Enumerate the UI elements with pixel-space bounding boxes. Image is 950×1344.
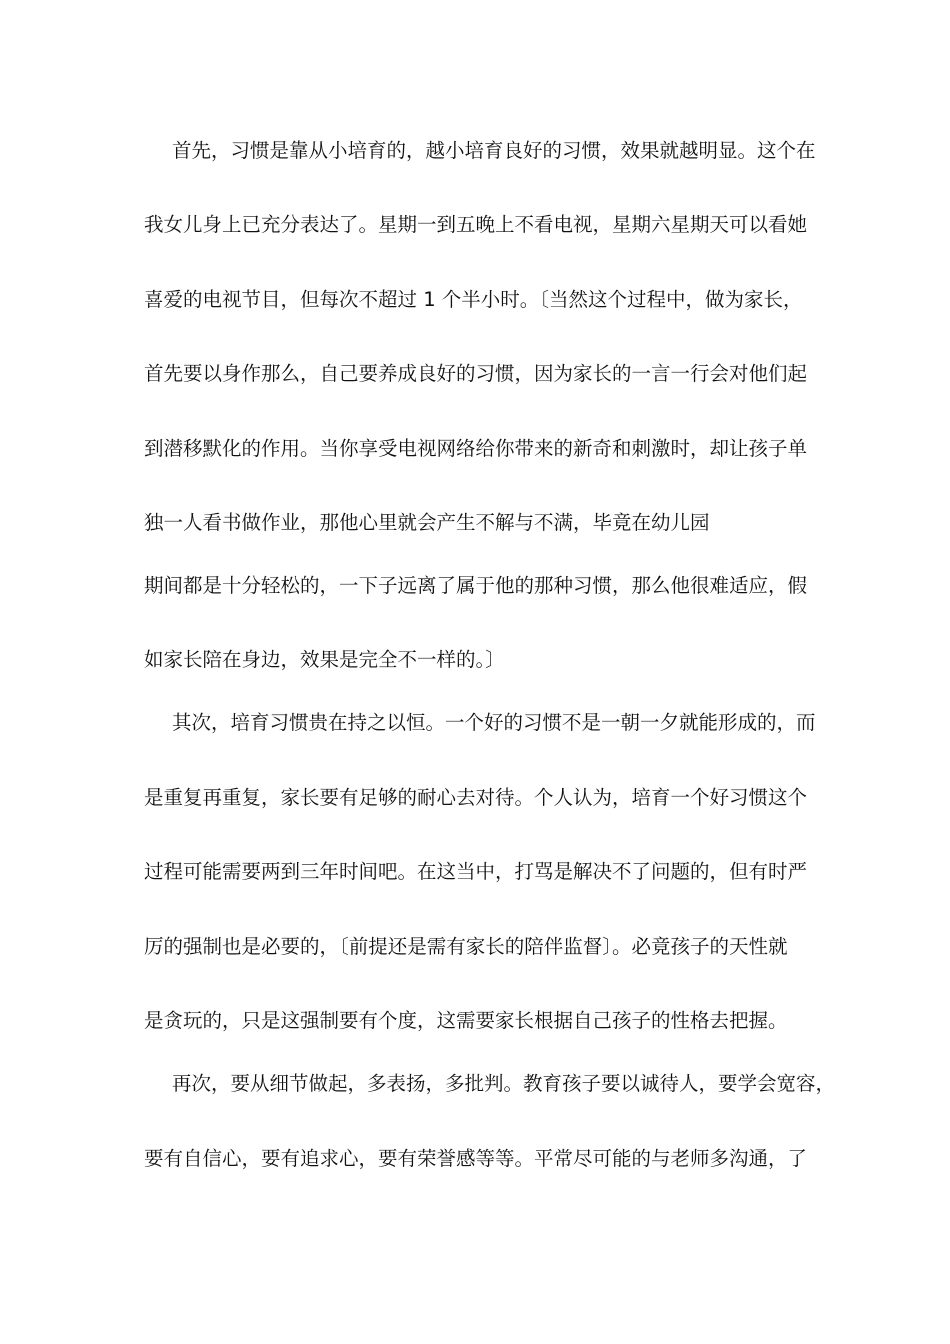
paragraph-1-line-1: 首先，习惯是靠从小培育的，越小培育良好的习惯，效果就越明显。这个在: [172, 139, 816, 162]
paragraph-3-line-2: 要有自信心，要有追求心，要有荣誉感等等。平常尽可能的与老师多沟通，了: [144, 1147, 808, 1170]
paragraph-2-line-2: 是重复再重复，家长要有足够的耐心去对待。个人认为，培育一个好习惯这个: [144, 786, 808, 809]
paragraph-1-line-5: 到潜移默化的作用。当你享受电视网络给你带来的新奇和刺激时，却让孩子单: [144, 437, 808, 460]
paragraph-1-line-2: 我女儿身上已充分表达了。星期一到五晚上不看电视，星期六星期天可以看她: [144, 213, 808, 236]
paragraph-3-line-1: 再次，要从细节做起，多表扬，多批判。教育孩子要以诚待人，要学会宽容，: [172, 1072, 836, 1095]
paragraph-2-line-1: 其次，培育习惯贵在持之以恒。一个好的习惯不是一朝一夕就能形成的，而: [172, 711, 816, 734]
paragraph-1-line-7: 期间都是十分轻松的，一下子远离了属于他的那种习惯，那么他很难适应，假: [144, 574, 808, 597]
paragraph-1-line-8: 如家长陪在身边，效果是完全不一样的。〕: [144, 648, 505, 671]
paragraph-2-line-3: 过程可能需要两到三年时间吧。在这当中，打骂是解决不了问题的，但有时严: [144, 860, 808, 883]
paragraph-1-line-3: 喜爱的电视节目，但每次不超过 1 个半小时。〔当然这个过程中，做为家长，: [144, 288, 803, 311]
paragraph-1-line-4: 首先要以身作那么，自己要养成良好的习惯，因为家长的一言一行会对他们起: [144, 362, 808, 385]
paragraph-2-line-5: 是贪玩的，只是这强制要有个度，这需要家长根据自己孩子的性格去把握。: [144, 1009, 788, 1032]
paragraph-1-line-6: 独一人看书做作业，那他心里就会产生不解与不满，毕竟在幼儿园: [144, 511, 710, 534]
paragraph-2-line-4: 厉的强制也是必要的，〔前提还是需有家长的陪伴监督〕。必竟孩子的天性就: [144, 935, 788, 958]
